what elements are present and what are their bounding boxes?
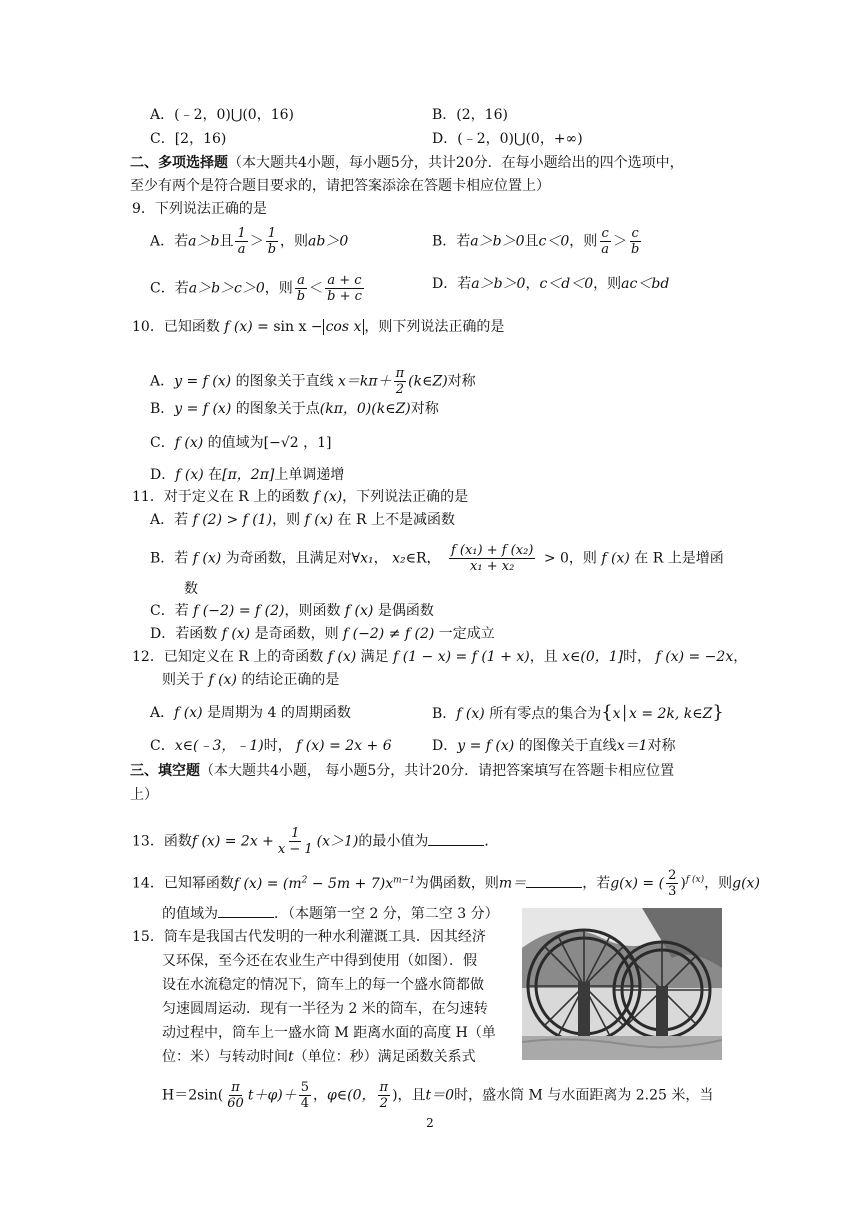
q8-option-b: B．(2，16) bbox=[432, 107, 508, 123]
section2-desc: 至少有两个是符合题目要求的，请把答案添涂在答题卡相应位置上） bbox=[130, 178, 550, 194]
q9-option-d: D．若a＞b＞0，c＜d＜0，则ac＜bd bbox=[432, 276, 670, 292]
q11-option-a: A．若 f (2) > f (1)，则 f (x) 在 R 上不是减函数 bbox=[150, 512, 455, 528]
q15-line-5: 动过程中，筒车上一盛水筒 M 距离水面的高度 H（单 bbox=[162, 1025, 496, 1041]
q9-option-b: B．若a＞b＞0且c＜0，则 $\frac{c}{a}$ ＞ $\frac{c}{b}$ bbox=[432, 226, 640, 257]
q12-stem-line2: 则关于 f (x) 的结论正确的是 bbox=[162, 672, 340, 688]
q11-option-c: C．若 f (−2) = f (2)，则函数 f (x) 是偶函数 bbox=[150, 603, 434, 619]
section3-desc: 上） bbox=[130, 787, 158, 803]
q10-option-b: B．y = f (x) 的图象关于点(kπ，0)(k∈Z)对称 bbox=[150, 401, 439, 417]
q8-option-c: C．[2，16) bbox=[150, 131, 227, 147]
q11-option-d: D．若函数 f (x) 是奇函数，则 f (−2) ≠ f (2) 一定成立 bbox=[150, 626, 495, 642]
q14-stem-line2: 的值域为 ．（本题第一空 2 分，第二空 3 分） bbox=[162, 906, 499, 922]
q11-stem: 11．对于定义在 R 上的函数 f (x)，下列说法正确的是 bbox=[132, 489, 469, 505]
q12-option-d: D．y = f (x) 的图像关于直线x＝1对称 bbox=[432, 738, 676, 754]
q12-option-b: B．f (x) 所有零点的集合为{x│x = 2k, k∈Z} bbox=[432, 702, 724, 723]
q13-answer-blank bbox=[428, 832, 484, 846]
q15-formula-line: H＝2sin( $\frac{\pi}{60}$ t＋φ)＋ $\frac{5}{4}$ ，φ∈(0， $\frac{\pi}{2}$ )，且t＝0时，盛水筒 M 与水面距离为 2.25 米，当 bbox=[162, 1080, 714, 1111]
q15-line-3: 设在水流稳定的情况下，筒车上的每一个盛水筒都做 bbox=[162, 977, 484, 993]
q14-answer-blank-2 bbox=[218, 904, 274, 918]
page-number: 2 bbox=[426, 1116, 434, 1130]
q15-line-6: 位：米）与转动时间t（单位：秒）满足函数关系式 bbox=[162, 1049, 476, 1065]
q14-answer-blank-1 bbox=[526, 874, 582, 888]
q15-line-1: 15．筒车是我国古代发明的一种水利灌溉工具．因其经济 bbox=[132, 929, 486, 945]
water-wheel-photo bbox=[522, 908, 722, 1060]
q15-line-4: 匀速圆周运动．现有一半径为 2 米的筒车，在匀速转 bbox=[162, 1001, 488, 1017]
q15-line-2: 又环保，至今还在农业生产中得到使用（如图）．假 bbox=[162, 953, 477, 969]
q10-option-c: C．f (x) 的值域为[−√2 ，1] bbox=[150, 435, 332, 451]
q11-option-b: B．若 f (x) 为奇函数，且满足对∀x₁， x₂∈R， $\frac{\text{f (x₁) + f (x₂)}}{\text{x₁ + x₂}}$ > 0，则 f (x) 在 R 上是增函 bbox=[150, 543, 724, 574]
section3-header: 三、填空题（本大题共4小题， 每小题5分，共计20分．请把答案填写在答题卡相应位置 bbox=[130, 763, 675, 779]
q13-stem: 13．函数f (x) = 2x + $\frac{1}{x - 1}$ (x＞1)的最小值为 ． bbox=[132, 826, 499, 857]
q9-stem: 9．下列说法正确的是 bbox=[132, 201, 267, 217]
q10-option-d: D．f (x) 在[π，2π]上单调递增 bbox=[150, 467, 345, 483]
q10-option-a: A．y = f (x) 的图象关于直线 x＝kπ＋ $\frac{\pi}{2}$ (k∈Z)对称 bbox=[150, 366, 476, 397]
q12-option-c: C．x∈(﹣3，﹣1)时， f (x) = 2x + 6 bbox=[150, 738, 392, 754]
q9-option-a: A．若a＞b且 $\frac{1}{a}$ ＞ $\frac{1}{b}$ ，则ab＞0 bbox=[150, 226, 349, 257]
q9-option-c: C．若a＞b＞c＞0，则 $\frac{a}{b}$ ＜ $\frac{a + c}{b + c}$ bbox=[150, 273, 362, 304]
q12-option-a: A．f (x) 是周期为 4 的周期函数 bbox=[150, 705, 351, 721]
q14-stem: 14．已知幂函数f $(x) = (m^2 - 5m + 7)x^{m-1}$为偶函数，则m＝ ，若g(x) = ( $\frac{2}{3}$ )$^{f (x)}$，则g(x) bbox=[132, 868, 760, 899]
q12-stem: 12．已知定义在 R 上的奇函数 f (x) 满足 f (1 − x) = f (1 + x)，且 x∈(0，1]时， f (x) = −2x， bbox=[132, 649, 748, 665]
q8-option-a: A．(﹣2，0)⋃(0，16) bbox=[150, 107, 294, 123]
q10-stem: 10．已知函数 f (x) = sin x − cos x ，则下列说法正确的是 bbox=[132, 319, 505, 335]
section2-header: 二、多项选择题（本大题共4小题，每小题5分，共计20分．在每小题给出的四个选项中， bbox=[130, 155, 684, 171]
q11-option-b-cont: 数 bbox=[184, 581, 198, 597]
q8-option-d: D．(﹣2，0)⋃(0，+∞) bbox=[432, 131, 583, 147]
